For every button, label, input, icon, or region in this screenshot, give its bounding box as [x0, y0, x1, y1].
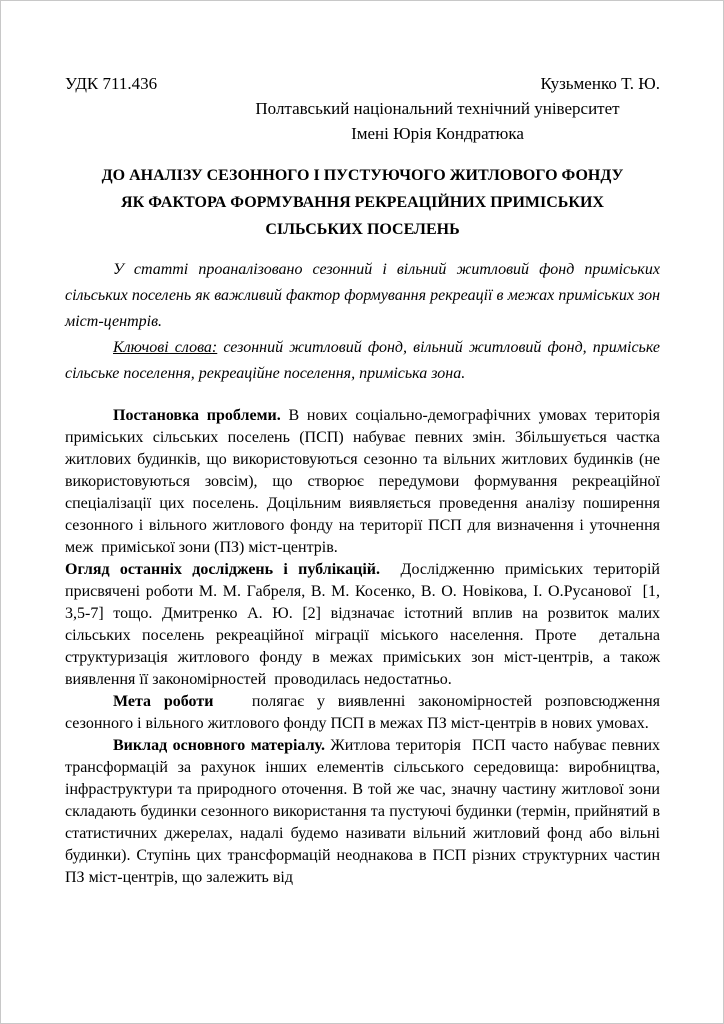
abstract-text: У статті проаналізовано сезонний і вільний житловий фонд приміських сільських поселень як важливий фактор формування рекреації в межах приміських зон міст-центрів. — [65, 261, 660, 330]
paragraph-problem-statement — [65, 405, 660, 559]
paper-body — [65, 405, 660, 889]
section-lead-literature-review: Огляд останніх досліджень і публікацій. — [65, 561, 380, 578]
section-text-problem-statement: В нових соціально-демографічних умовах територія приміських сільських поселень (ПСП) набуває певних змін. Збільшується частка житлових будинків, що використовуються сезонно та вільних житлових будинків (не використовуються зовсім), що створює передумови формування рекреаційної спеціалізації цих поселень. Доцільним виявляється проведення аналізу поширення сезонного і вільного житлового фонду на території ПСП для визначення і уточнення меж приміської зони (ПЗ) міст-центрів. — [65, 407, 661, 556]
paper-title-line-2: ЯК ФАКТОРА ФОРМУВАННЯ РЕКРЕАЦІЙНИХ ПРИМІСЬКИХ — [121, 194, 604, 211]
paper-title-line-1: ДО АНАЛІЗУ СЕЗОННОГО І ПУСТУЮЧОГО ЖИТЛОВОГО ФОНДУ — [101, 167, 624, 184]
section-text-main-material: Житлова територія ПСП часто набуває певних трансформацій за рахунок інших елементів сільського середовища: виробництва, інфраструктури та природного оточення. В той же час, значну частину житлової зони складають будинки сезонного використання та пустуючі будинки (термін, прийнятий в статистичних джерелах, надалі будемо називати вільний житловий фонд або вільні будинки). Ступінь цих трансформацій неоднакова в ПСП різних структурних частин ПЗ міст-центрів, що залежить від — [65, 737, 661, 886]
paragraph-literature-review — [65, 559, 660, 691]
paragraph-main-material — [65, 735, 660, 889]
section-text-goal: полягає у виявленні закономірностей розповсюдження сезонного і вільного житлового фонду ПСП в межах ПЗ міст-центрів в нових умовах. — [65, 693, 660, 732]
section-lead-problem-statement: Постановка проблеми. — [113, 407, 281, 424]
keywords-label: Ключові слова: — [113, 339, 218, 356]
section-text-literature-review: Дослідженню приміських територій присвячені роботи М. М. Габреля, В. М. Косенко, В. О. Новікова, І. О.Русанової [1, 3,5-7] тощо. Дмитренко А. Ю. [2] відзначає істотний вплив на розвиток малих сільських поселень рекреаційної міграції міського населення. Проте детальна структуризація житлового фонду в межах приміських зон міст-центрів, а також виявлення її закономірностей проводилась недостатньо. — [65, 561, 660, 688]
affiliation-line-1: Полтавський національний технічний університет — [255, 99, 620, 118]
section-lead-goal: Мета роботи — [113, 693, 214, 710]
udc-code: УДК 711.436 — [65, 74, 158, 93]
paper-title — [65, 162, 660, 243]
keywords-text: сезонний житловий фонд, вільний житловий фонд, приміське сільське поселення, рекреаційне поселення, приміська зона. — [65, 339, 661, 382]
affiliation-line-2: Імені Юрія Кондратюка — [351, 124, 524, 143]
header-first-line — [65, 71, 660, 96]
paper-title-line-3: СІЛЬСЬКИХ ПОСЕЛЕНЬ — [265, 221, 460, 238]
document-header — [65, 71, 660, 146]
keywords-paragraph — [65, 335, 660, 387]
author-name: Кузьменко Т. Ю. — [540, 74, 660, 93]
paragraph-goal — [65, 691, 660, 735]
section-lead-main-material: Виклад основного матеріалу. — [113, 737, 325, 754]
